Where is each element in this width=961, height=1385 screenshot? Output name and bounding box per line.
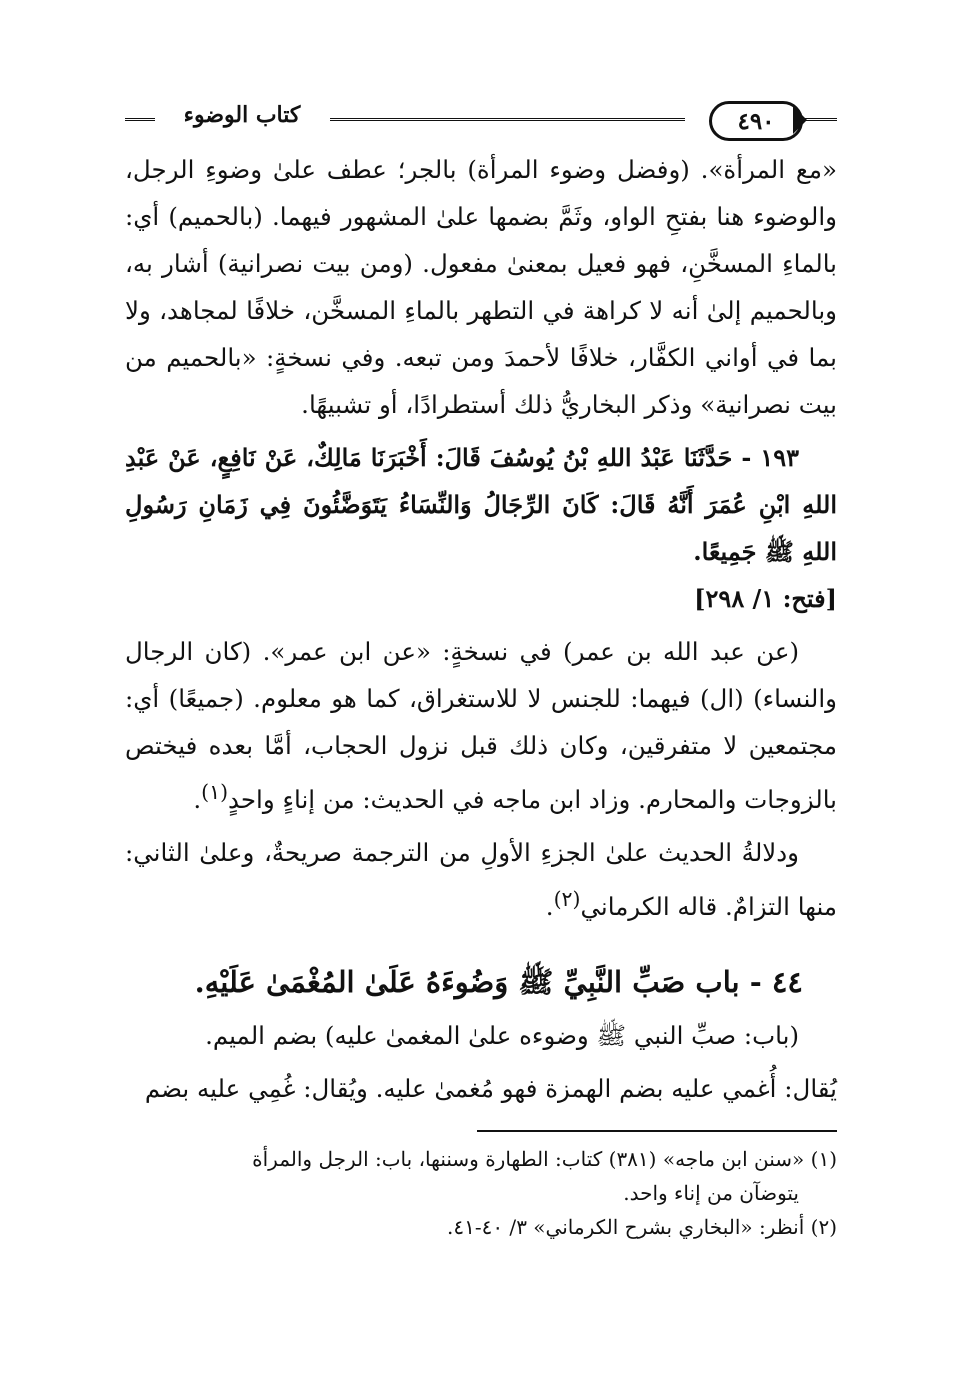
- paragraph-text: (عن عبد الله بن عمر) في نسخةٍ: «عن ابن عمر». (كان الرجال والنساء) (ال) فيهما: للجنس لا للاستغراق، كما هو معلوم. (جميعًا) أي: مجتمعين لا متفرقين، وكان ذلك قبل نزول الحجاب، أمَّا بعده فيختص بالزوجات والمحارم. وزاد ابن ماجه في الحديث: من إناءٍ واحدٍ: [125, 637, 837, 815]
- book-page: [125, 90, 837, 1244]
- paragraph-text: ودلالةُ الحديث علىٰ الجزءِ الأولِ من الترجمة صريحةٌ، وعلىٰ الثاني: منها التزامٌ. قاله الكرماني: [125, 838, 837, 922]
- paragraph-end: .: [193, 785, 202, 815]
- commentary-paragraph: [125, 829, 837, 930]
- commentary-paragraph: «مع المرأة». (وفضل وضوء المرأة) بالجر؛ عطف علىٰ وضوءِ الرجل، والوضوء هنا بفتحِ الواو، وثَمَّ بضمها علىٰ المشهور فيهما. (بالحميم) أي: بالماءِ المسخَّنِ، فهو فعيل بمعنىٰ مفعول. (ومن بيت نصرانية) أشار به، وبالحميم إلىٰ أنه لا كراهة في التطهر بالماءِ المسخَّن، خلافًا لمجاهد، ولا بما في أواني الكفَّار، خلافًا لأحمدَ ومن تبعه. وفي نسخةٍ: «بالحميم من بيت نصرانية» وذكر البخاريُّ ذلك أستطرادًا، أو تشبيهًا.: [125, 155, 837, 419]
- header-rule-middle: [330, 118, 685, 121]
- footnote-2: (٢) أنظر: «البخاري بشرح الكرماني» ٣/ ٤٠-٤١.: [446, 1215, 837, 1240]
- page-number-badge: ٤٩٠: [709, 101, 803, 141]
- header-rule-right: [801, 118, 837, 121]
- header-rule-left: [125, 118, 155, 121]
- running-title: كتاب الوضوء: [183, 102, 301, 128]
- chapter-heading: ٤٤ - باب صَبِّ النَّبِيِّ ﷺ وَضُوءَهُ عَلَىٰ المُغْمَىٰ عَلَيْهِ.: [194, 965, 803, 1000]
- footnote-marker: (٢): [553, 887, 581, 912]
- footnote-1-continuation: يتوضآن من إناء واحد.: [623, 1181, 799, 1206]
- paragraph-end: .: [545, 892, 554, 922]
- footnote-separator: [477, 1130, 837, 1132]
- footnote-marker: (١): [201, 780, 229, 804]
- footnote-1: (١) «سنن ابن ماجه» (٣٨١) كتاب: الطهارة وسننها، باب: الرجل والمرأة: [252, 1147, 837, 1172]
- commentary-paragraph: (باب: صبِّ النبي ﷺ وضوءه علىٰ المغمىٰ عليه) بضم الميم.: [205, 1021, 799, 1051]
- hadith-text: [125, 434, 837, 622]
- commentary-paragraph: [125, 628, 837, 823]
- main-text: [125, 146, 837, 1112]
- commentary-paragraph: يُقال: أُغمي عليه بضم الهمزة فهو مُغمىٰ عليه. ويُقال: غُمِي عليه بضم: [144, 1074, 837, 1104]
- hadith-reference: [فتح: ١/ ٢٩٨]: [694, 584, 837, 613]
- footnotes: [125, 1142, 837, 1244]
- page-header: [125, 90, 837, 146]
- hadith-body: ١٩٣ - حَدَّثَنَا عَبْدُ اللهِ بْنُ يُوسُفَ قَالَ: أَخْبَرَنَا مَالِكٌ، عَنْ نَافِعٍ، عَنْ عَبْدِ اللهِ ابْنِ عُمَرَ أَنَّهُ قَالَ: كَانَ الرِّجَالُ وَالنِّسَاءُ يَتَوَضَّئُونَ فِي زَمَانِ رَسُولِ اللهِ ﷺ جَمِيعًا.: [125, 443, 838, 566]
